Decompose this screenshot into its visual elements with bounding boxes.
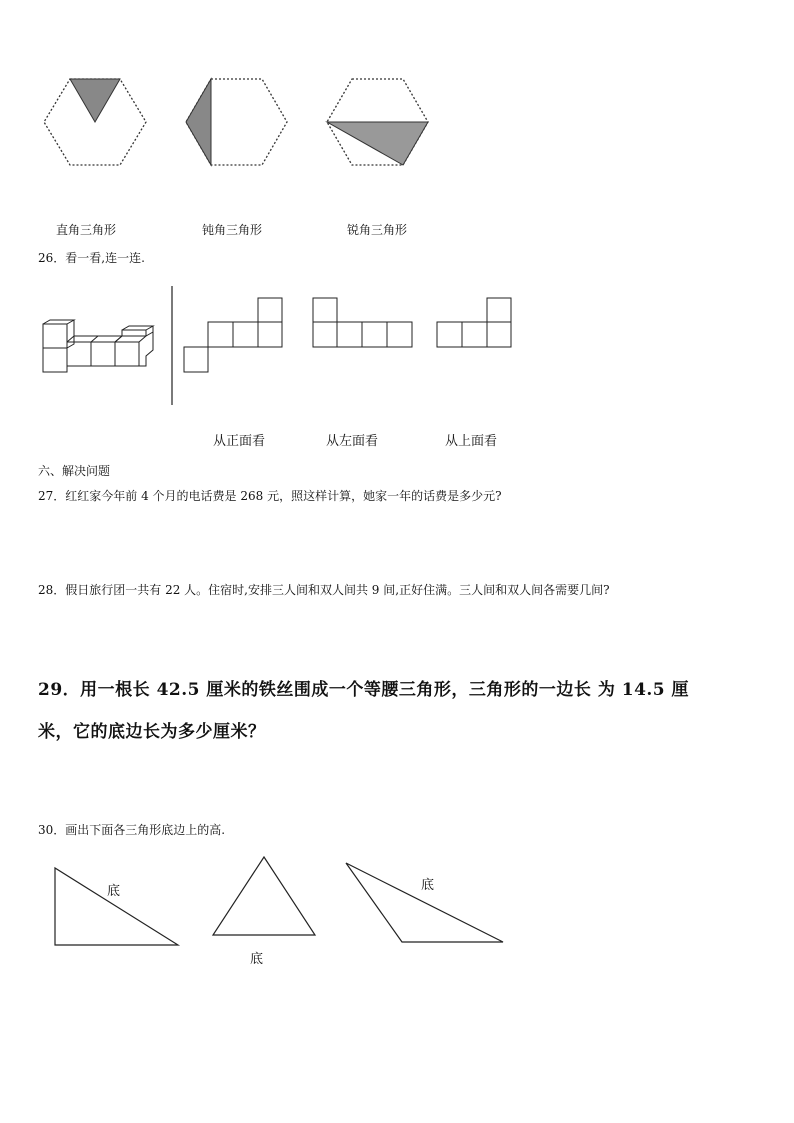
shaded-triangle-1 <box>70 79 120 122</box>
view-label-left: 从左面看 <box>326 434 379 449</box>
section-6-heading: 六、解决问题 <box>38 464 111 478</box>
question-29-line-1: 29．用一根长 42.5 厘米的铁丝围成一个等腰三角形，三角形的一边长 为 14.5 厘 <box>38 680 690 700</box>
base-label-3: 底 <box>421 878 435 893</box>
hexagon-label-acute: 锐角三角形 <box>347 223 408 237</box>
triangle-isosceles <box>213 857 315 935</box>
base-label-1: 底 <box>107 884 121 899</box>
view-label-top: 从上面看 <box>445 434 498 449</box>
shaded-triangle-2 <box>186 79 211 165</box>
question-30-title: 30．画出下面各三角形底边上的高. <box>38 823 226 837</box>
question-27-text: 27．红红家今年前 4 个月的电话费是 268 元，照这样计算，她家一年的话费是多少元? <box>38 489 502 503</box>
question-26-title: 26．看一看,连一连. <box>38 251 145 265</box>
shaded-triangle-3 <box>327 122 428 165</box>
base-label-2: 底 <box>250 952 264 967</box>
hexagon-label-obtuse: 钝角三角形 <box>202 223 263 237</box>
hexagon-label-right: 直角三角形 <box>56 223 117 237</box>
question-28-text: 28．假日旅行团一共有 22 人。住宿时,安排三人间和双人间共 9 间,正好住满。三人间和双人间各需要几间? <box>38 583 610 597</box>
question-29-line-2: 米，它的底边长为多少厘米？ <box>38 722 266 742</box>
view-label-front: 从正面看 <box>213 434 266 449</box>
